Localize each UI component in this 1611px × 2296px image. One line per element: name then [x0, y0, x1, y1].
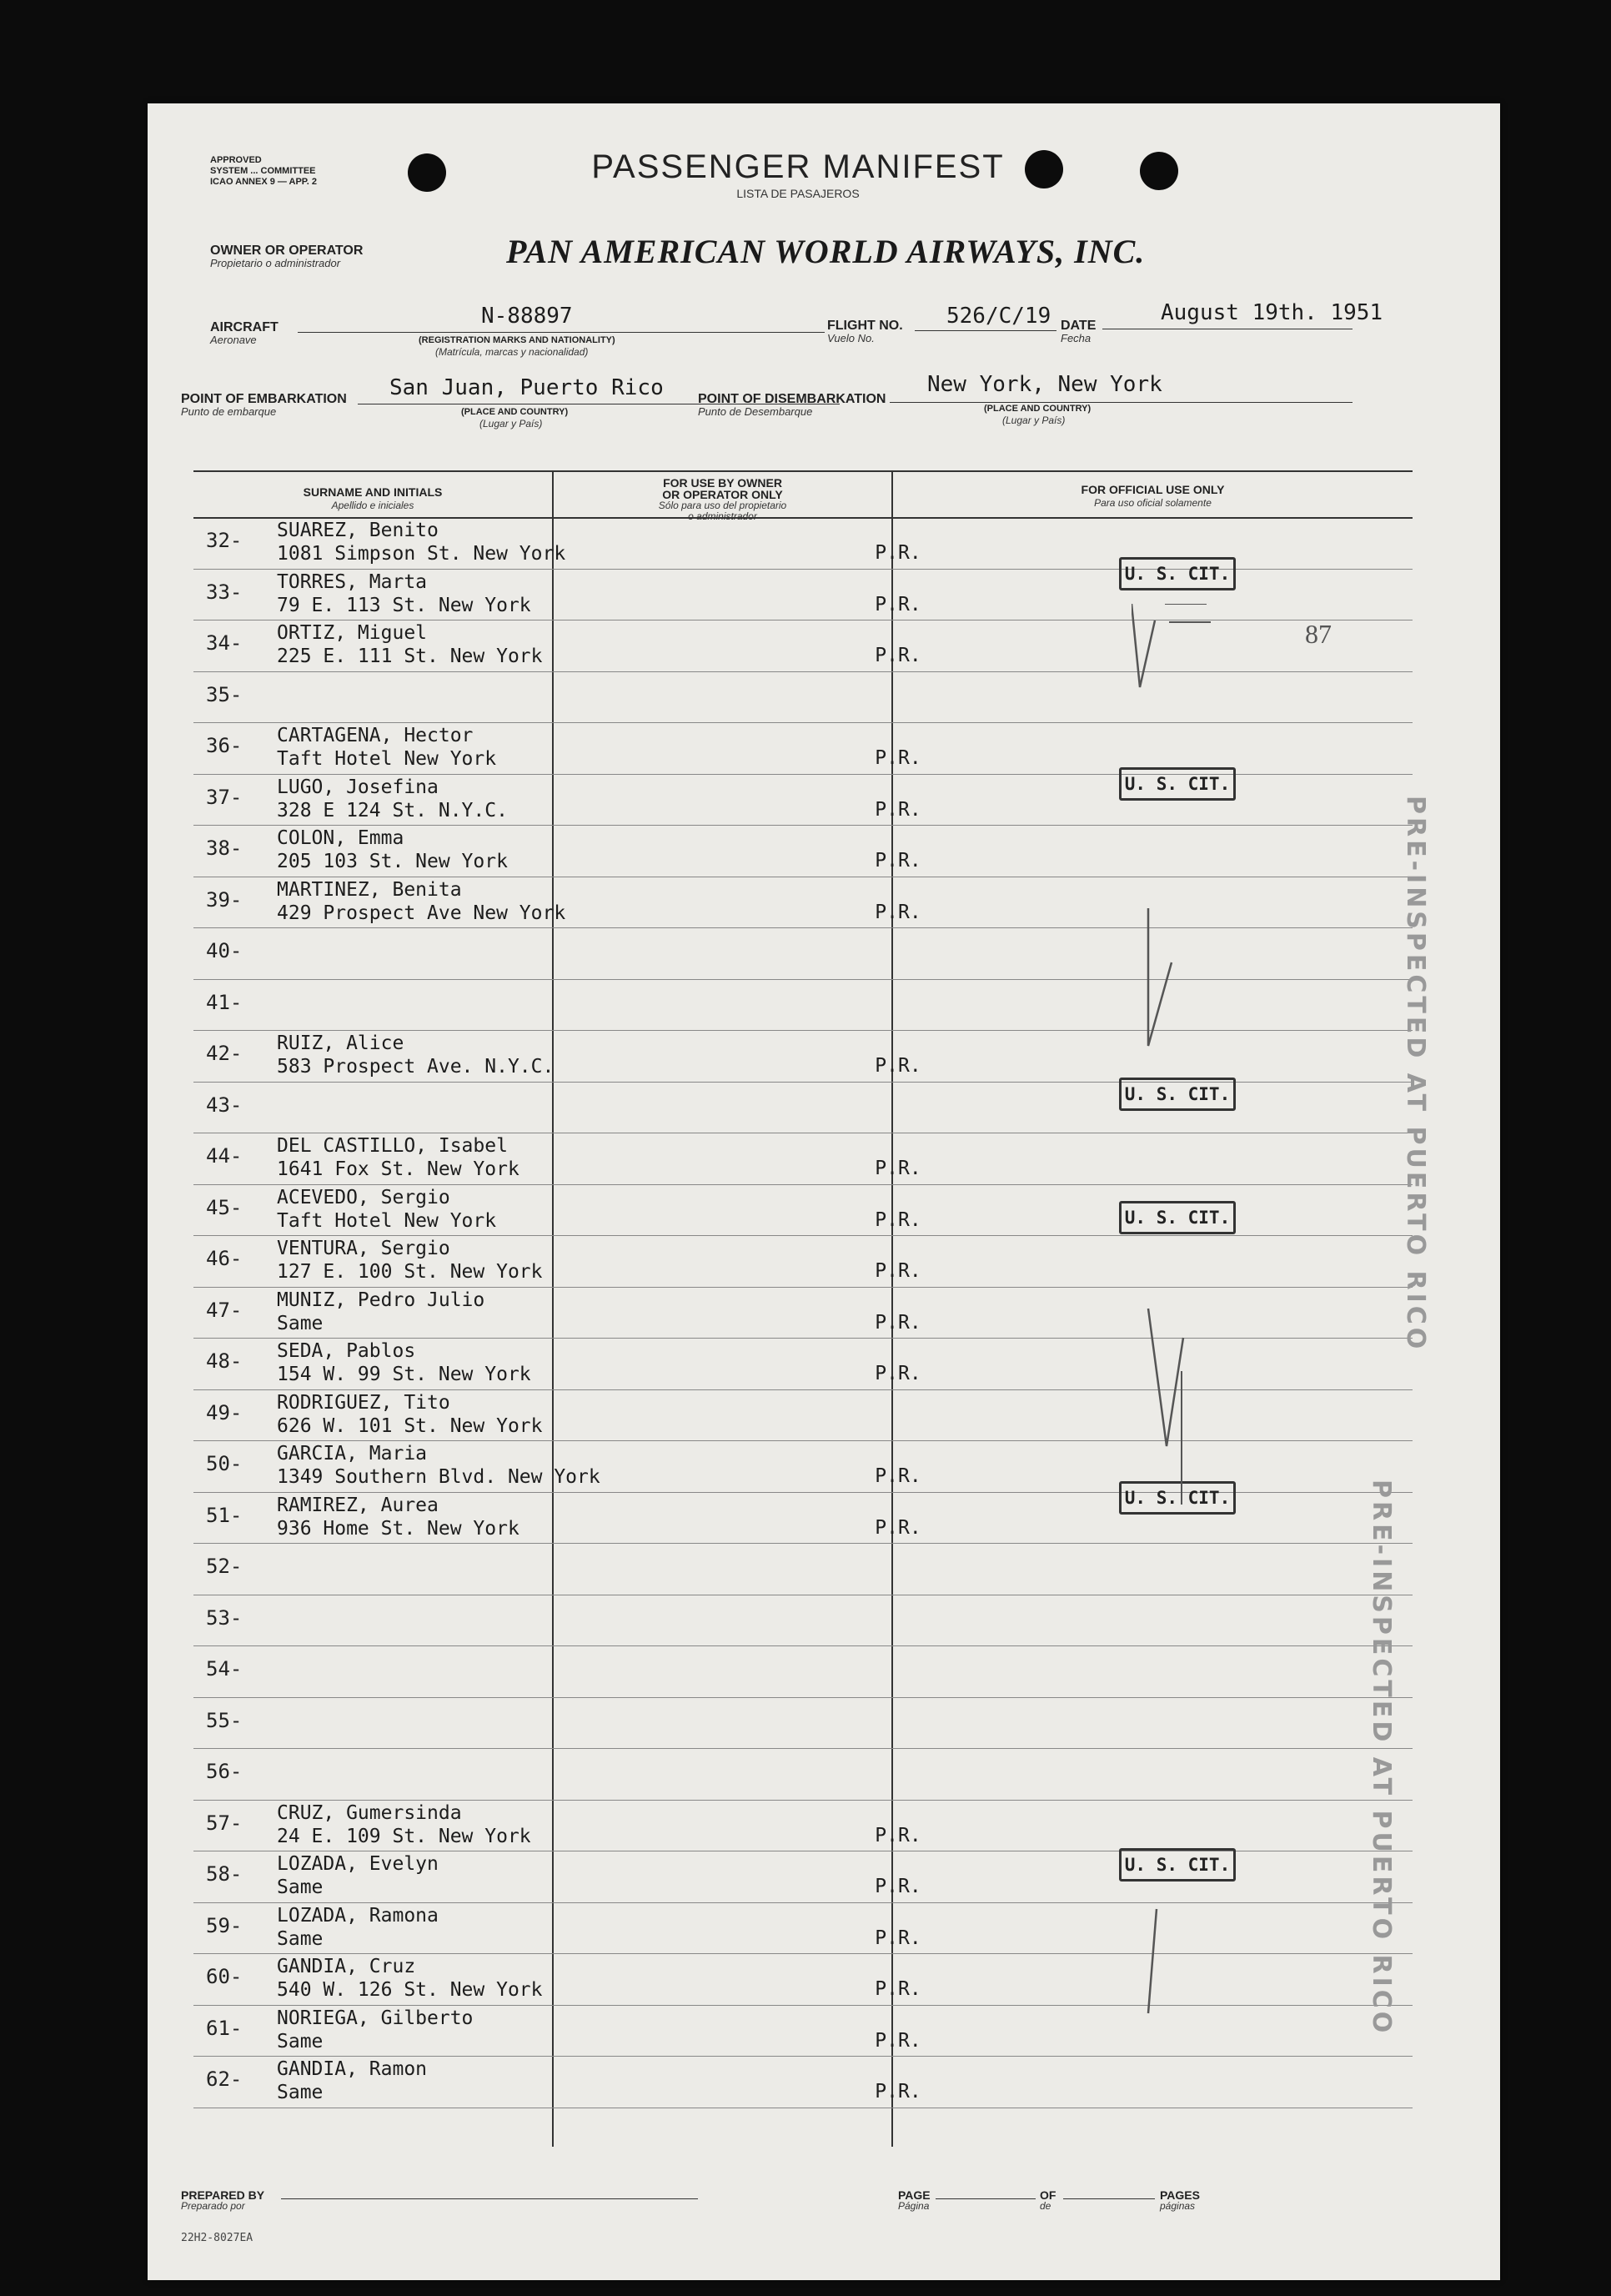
passenger-name: GARCIA, Maria [277, 1443, 428, 1465]
approval-line: ICAO ANNEX 9 — APP. 2 [210, 177, 317, 187]
row-number: 39- [206, 887, 243, 912]
disembark-label: POINT OF DISEMBARKATION [698, 392, 886, 406]
owner-code: P.R. [875, 798, 921, 821]
owner-code: P.R. [875, 2081, 921, 2103]
owner-label: OWNER OR OPERATOR [210, 244, 364, 258]
row-number: 42- [206, 1042, 243, 1065]
passenger-name: VENTURA, Sergio [277, 1238, 450, 1259]
place-note-es: (Lugar y País) [1002, 414, 1066, 426]
embark-label-es: Punto de embarque [181, 405, 277, 418]
flight-label: FLIGHT NO. [827, 319, 903, 333]
flight-value: 526/C/19 [946, 304, 1051, 329]
us-citizen-stamp: U. S. CIT. [1119, 767, 1236, 801]
owner-code: P.R. [875, 542, 921, 564]
pages-label: PAGES [1160, 2188, 1200, 2202]
aircraft-value: N-88897 [481, 304, 573, 329]
aircraft-note-es: (Matrícula, marcas y nacionalidad) [435, 346, 589, 358]
owner-code: P.R. [875, 1363, 921, 1384]
owner-code: P.R. [875, 1824, 921, 1846]
owner-column-header: FOR USE BY OWNER [663, 476, 782, 490]
row-number: 36- [206, 734, 243, 757]
approval-line: APPROVED [210, 155, 262, 165]
table-top-rule [193, 470, 1413, 472]
form-number: 22H2-8027EA [181, 2232, 253, 2244]
punch-hole [1025, 150, 1063, 188]
place-note: (PLACE AND COUNTRY) [984, 404, 1092, 414]
us-citizen-stamp: U. S. CIT. [1119, 1201, 1236, 1234]
owner-label-es: Propietario o administrador [210, 257, 341, 269]
date-label: DATE [1061, 319, 1097, 333]
surname-column-header: SURNAME AND INITIALS [303, 485, 443, 499]
passenger-address: 127 E. 100 St. New York [277, 1261, 543, 1283]
row-number: 41- [206, 990, 243, 1014]
embark-label: POINT OF EMBARKATION [181, 392, 347, 406]
owner-code: P.R. [875, 1055, 921, 1077]
owner-code: P.R. [875, 1260, 921, 1282]
place-note-es: (Lugar y País) [479, 418, 543, 430]
owner-code: P.R. [875, 1978, 921, 2000]
us-citizen-stamp: U. S. CIT. [1119, 1848, 1236, 1882]
prepared-label: PREPARED BY [181, 2188, 265, 2202]
passenger-name: SEDA, Pablos [277, 1340, 416, 1362]
passenger-address: Same [277, 2030, 324, 2052]
manifest-page [148, 103, 1500, 2280]
row-number: 35- [206, 682, 243, 706]
of-label: OF [1040, 2188, 1056, 2202]
passenger-address: 1081 Simpson St. New York [277, 543, 566, 565]
passenger-address: Taft Hotel New York [277, 1209, 497, 1232]
row-number: 44- [206, 1144, 243, 1168]
passenger-name: LOZADA, Ramona [277, 1904, 439, 1927]
aircraft-note: (REGISTRATION MARKS AND NATIONALITY) [419, 335, 615, 345]
passenger-name: LOZADA, Evelyn [277, 1853, 439, 1875]
prepared-label-es: Preparado por [181, 2200, 245, 2212]
row-number: 32- [206, 529, 243, 552]
owner-code: P.R. [875, 1876, 921, 1897]
passenger-address: 540 W. 126 St. New York [277, 1979, 543, 2001]
passenger-address: 583 Prospect Ave. N.Y.C. [277, 1056, 555, 1078]
owner-code: P.R. [875, 1927, 921, 1949]
pre-inspected-stamp: PRE-INSPECTED AT PUERTO RICO [1401, 796, 1430, 1353]
owner-code: P.R. [875, 747, 921, 769]
aircraft-label-es: Aeronave [210, 334, 257, 346]
passenger-name: COLON, Emma [277, 827, 404, 849]
airline-name: PAN AMERICAN WORLD AIRWAYS, INC. [506, 233, 1146, 270]
row-number: 45- [206, 1195, 243, 1219]
approval-line: SYSTEM ... COMMITTEE [210, 166, 316, 176]
passenger-name: MUNIZ, Pedro Julio [277, 1289, 485, 1311]
row-number: 56- [206, 1760, 243, 1783]
punch-hole [1140, 152, 1178, 190]
place-note: (PLACE AND COUNTRY) [461, 407, 569, 417]
passenger-address: 626 W. 101 St. New York [277, 1414, 543, 1437]
row-number: 50- [206, 1452, 243, 1475]
embark-value: San Juan, Puerto Rico [389, 375, 664, 400]
us-citizen-stamp: U. S. CIT. [1119, 1481, 1236, 1515]
date-label-es: Fecha [1061, 332, 1092, 344]
owner-code: P.R. [875, 593, 921, 615]
tally-number: 87 [1305, 619, 1332, 649]
disembark-value: New York, New York [927, 372, 1162, 397]
pages-label-es: páginas [1160, 2200, 1196, 2212]
row-number: 61- [206, 2016, 243, 2040]
passenger-name: NORIEGA, Gilberto [277, 2007, 474, 2029]
row-number: 60- [206, 1965, 243, 1988]
passenger-address: Same [277, 1876, 324, 1898]
us-citizen-stamp: U. S. CIT. [1119, 557, 1236, 590]
passenger-address: Same [277, 1927, 324, 1950]
of-label-es: de [1040, 2200, 1051, 2212]
passenger-address: Same [277, 1312, 324, 1334]
us-citizen-stamp: U. S. CIT. [1119, 1078, 1236, 1111]
owner-code: P.R. [875, 1465, 921, 1487]
row-number: 48- [206, 1349, 243, 1373]
row-number: 57- [206, 1811, 243, 1835]
row-number: 59- [206, 1913, 243, 1937]
date-value: August 19th. 1951 [1161, 300, 1383, 325]
passenger-name: MARTINEZ, Benita [277, 878, 462, 901]
page-label-es: Página [898, 2200, 930, 2212]
row-number: 51- [206, 1503, 243, 1527]
row-number: 33- [206, 580, 243, 604]
passenger-name: SUAREZ, Benito [277, 520, 439, 541]
owner-column-header: OR OPERATOR ONLY [662, 488, 783, 501]
passenger-name: RODRIGUEZ, Tito [277, 1391, 450, 1414]
passenger-name: GANDIA, Ramon [277, 2058, 428, 2080]
row-divider [193, 2056, 1413, 2057]
passenger-name: ORTIZ, Miguel [277, 622, 428, 644]
row-number: 37- [206, 785, 243, 809]
checkmark-strokes [1132, 604, 1348, 2055]
row-number: 53- [206, 1605, 243, 1630]
passenger-name: CARTAGENA, Hector [277, 725, 474, 746]
owner-code: P.R. [875, 1311, 921, 1334]
passenger-name: LUGO, Josefina [277, 776, 439, 798]
passenger-address: 429 Prospect Ave New York [277, 902, 566, 924]
aircraft-label: AIRCRAFT [210, 320, 279, 334]
row-number: 55- [206, 1708, 243, 1732]
owner-code: P.R. [875, 1158, 921, 1179]
page-title: PASSENGER MANIFEST [591, 148, 1005, 185]
flight-label-es: Vuelo No. [827, 332, 875, 344]
owner-code: P.R. [875, 1516, 921, 1539]
owner-code: P.R. [875, 645, 921, 666]
row-number: 34- [206, 631, 243, 655]
owner-code: P.R. [875, 2029, 921, 2052]
page-label: PAGE [898, 2188, 931, 2202]
row-number: 49- [206, 1400, 243, 1424]
owner-code: P.R. [875, 850, 921, 872]
passenger-name: RUIZ, Alice [277, 1032, 404, 1054]
official-column-header-es: Para uso oficial solamente [1094, 497, 1212, 509]
passenger-name: CRUZ, Gumersinda [277, 1801, 462, 1824]
owner-code: P.R. [875, 901, 921, 923]
passenger-address: 1349 Southern Blvd. New York [277, 1466, 600, 1488]
page-subtitle: LISTA DE PASAJEROS [736, 187, 860, 200]
passenger-name: DEL CASTILLO, Isabel [277, 1135, 508, 1157]
row-number: 54- [206, 1657, 243, 1681]
row-number: 38- [206, 837, 243, 860]
row-number: 52- [206, 1555, 243, 1578]
row-number: 62- [206, 2067, 243, 2091]
passenger-address: Same [277, 2082, 324, 2103]
row-number: 40- [206, 939, 243, 962]
pre-inspected-stamp: PRE-INSPECTED AT PUERTO RICO [1367, 1480, 1396, 2037]
passenger-address: 154 W. 99 St. New York [277, 1364, 531, 1385]
official-column-header: FOR OFFICIAL USE ONLY [1081, 483, 1225, 496]
passenger-name: RAMIREZ, Aurea [277, 1494, 439, 1516]
passenger-address: 1641 Fox St. New York [277, 1158, 519, 1180]
owner-code: P.R. [875, 1208, 921, 1231]
surname-column-header-es: Apellido e iniciales [331, 500, 414, 511]
passenger-address: 24 E. 109 St. New York [277, 1825, 531, 1847]
passenger-address: 79 E. 113 St. New York [277, 594, 531, 616]
row-number: 47- [206, 1298, 243, 1322]
passenger-address: Taft Hotel New York [277, 748, 497, 770]
passenger-address: 936 Home St. New York [277, 1517, 519, 1540]
passenger-address: 328 E 124 St. N.Y.C. [277, 799, 508, 821]
row-number: 43- [206, 1093, 243, 1117]
passenger-name: TORRES, Marta [277, 570, 428, 593]
owner-column-header-es: o administrador [688, 510, 757, 522]
passenger-address: 225 E. 111 St. New York [277, 646, 543, 667]
passenger-name: ACEVEDO, Sergio [277, 1186, 450, 1208]
punch-hole [408, 153, 446, 192]
owner-column-header-es: Sólo para uso del propietario [658, 500, 787, 511]
passenger-address: 205 103 St. New York [277, 851, 508, 872]
passenger-name: GANDIA, Cruz [277, 1956, 416, 1977]
disembark-label-es: Punto de Desembarque [698, 405, 813, 418]
row-number: 58- [206, 1862, 243, 1886]
row-number: 46- [206, 1247, 243, 1270]
